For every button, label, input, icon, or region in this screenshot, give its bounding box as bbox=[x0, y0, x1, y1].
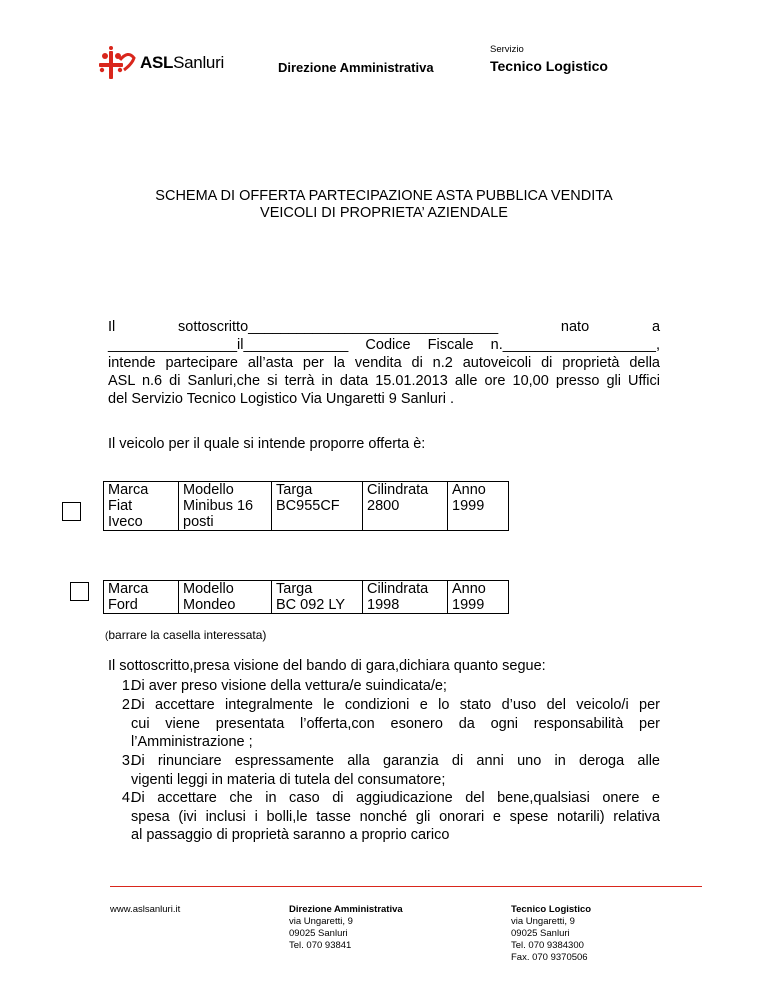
list-item bbox=[108, 752, 660, 789]
item-line: Di rinunciare espressamente alla garanzia di anni uno in deroga alle bbox=[131, 753, 660, 769]
header-anno: Anno bbox=[452, 581, 486, 597]
footer-tech-contact bbox=[511, 904, 591, 964]
item-line: Di accettare che in caso di aggiudicazione del bene,qualsiasi onere e bbox=[131, 790, 660, 806]
table-cell bbox=[179, 581, 272, 614]
header-service-label: Servizio bbox=[490, 44, 524, 55]
header-marca: Marca bbox=[108, 482, 149, 498]
table-cell bbox=[272, 482, 363, 531]
table-row bbox=[104, 581, 509, 614]
vehicle-table-2 bbox=[103, 580, 509, 614]
logo-wordmark bbox=[140, 53, 224, 73]
cell-anno: 1999 bbox=[452, 498, 485, 514]
footer-admin-city: 09025 Sanluri bbox=[289, 928, 348, 939]
item-line: Di aver preso visione della vettura/e suindicata/e; bbox=[131, 678, 447, 694]
item-number: 2. bbox=[121, 697, 134, 713]
paragraph-line-1d: a bbox=[651, 319, 661, 335]
logo-text-bold: ASL bbox=[140, 53, 174, 72]
footer-website-link[interactable]: www.aslsanluri.it bbox=[110, 904, 181, 915]
footer-admin-tel: Tel. 070 93841 bbox=[289, 940, 352, 951]
item-number: 1. bbox=[121, 678, 134, 694]
vehicle-table-1 bbox=[103, 481, 509, 531]
paragraph-line-5: del Servizio Tecnico Logistico Via Ungaretti 9 Sanluri . bbox=[108, 391, 455, 407]
table-cell bbox=[104, 482, 179, 531]
paragraph-line-2b: Codice Fiscale n.___________________, bbox=[365, 337, 660, 353]
table-cell bbox=[363, 581, 448, 614]
footer-tech-title: Tecnico Logistico bbox=[511, 904, 592, 915]
paragraph-line-4: ASL n.6 di Sanluri,che si terrà in data 15.01.2013 alle ore 10,00 presso gli Uffici bbox=[108, 373, 660, 389]
table-cell bbox=[179, 482, 272, 531]
header-targa: Targa bbox=[276, 482, 313, 498]
list-item bbox=[108, 696, 660, 752]
paragraph-line-2a: ________________il_____________ bbox=[108, 337, 349, 353]
list-item bbox=[108, 677, 660, 696]
item-line: spesa (ivi inclusi i bolli,le tasse nonché gli onorari e spese notarili) relativa bbox=[131, 808, 660, 825]
table-cell bbox=[363, 482, 448, 531]
paragraph-line-3: intende partecipare all’asta per la vendita di n.2 autoveicoli di proprietà della bbox=[108, 355, 660, 371]
footer-admin-address: via Ungaretti, 9 bbox=[289, 916, 353, 927]
note-paren: ( bbox=[105, 631, 109, 642]
cell-marca: Ford bbox=[108, 597, 138, 613]
cell-targa: BC955CF bbox=[276, 498, 340, 514]
item-line: al passaggio di proprietà saranno a proprio carico bbox=[131, 827, 450, 843]
cell-marca-1: Fiat bbox=[108, 498, 133, 514]
footer-tech-tel: Tel. 070 9384300 bbox=[511, 940, 584, 951]
paragraph-line-2 bbox=[108, 336, 660, 355]
header-targa: Targa bbox=[276, 581, 313, 597]
cell-targa: BC 092 LY bbox=[276, 597, 346, 613]
table-row bbox=[104, 482, 509, 531]
declaration-intro: Il sottoscritto,presa visione del bando di gara,dichiara quanto segue: bbox=[108, 658, 546, 674]
footer-divider bbox=[110, 886, 702, 887]
table-cell bbox=[104, 581, 179, 614]
header-marca: Marca bbox=[108, 581, 149, 597]
footer-admin-contact bbox=[289, 904, 403, 952]
vehicle-2-checkbox[interactable] bbox=[70, 582, 89, 601]
header-modello: Modello bbox=[183, 482, 234, 498]
header-cilindrata: Cilindrata bbox=[367, 482, 429, 498]
header-department: Direzione Amministrativa bbox=[278, 60, 434, 75]
paragraph-line-1 bbox=[108, 318, 660, 337]
footer-tech-city: 09025 Sanluri bbox=[511, 928, 570, 939]
vehicle-1-checkbox[interactable] bbox=[62, 502, 81, 521]
table-cell bbox=[448, 482, 509, 531]
cell-cilindrata: 2800 bbox=[367, 498, 400, 514]
note-text: barrare la casella interessata) bbox=[108, 628, 267, 642]
cell-modello-1: Minibus 16 bbox=[183, 498, 254, 514]
item-number: 4. bbox=[121, 790, 134, 806]
item-line: l’Amministrazione ; bbox=[131, 734, 253, 750]
footer-admin-title: Direzione Amministrativa bbox=[289, 904, 403, 915]
paragraph-line-1b: sottoscritto_______________________________ bbox=[178, 319, 499, 335]
list-item bbox=[108, 789, 660, 845]
item-number: 3. bbox=[121, 753, 134, 769]
header-cilindrata: Cilindrata bbox=[367, 581, 429, 597]
cell-cilindrata: 1998 bbox=[367, 597, 400, 613]
checkbox-note bbox=[105, 628, 266, 642]
logo-text-rest: Sanluri bbox=[173, 53, 224, 72]
title-line-2: VEICOLI DI PROPRIETA’ AZIENDALE bbox=[260, 205, 508, 221]
item-line: cui viene presentata l’offerta,con esonero da ogni responsabilità per bbox=[131, 715, 660, 732]
table-cell bbox=[272, 581, 363, 614]
cell-modello: Mondeo bbox=[183, 597, 236, 613]
header-modello: Modello bbox=[183, 581, 234, 597]
paragraph-line-1a: Il bbox=[108, 319, 116, 335]
footer-tech-address: via Ungaretti, 9 bbox=[511, 916, 575, 927]
document-title bbox=[0, 188, 768, 222]
paragraph-line-1c: nato bbox=[560, 319, 590, 335]
cell-modello-2: posti bbox=[183, 514, 214, 530]
header-anno: Anno bbox=[452, 482, 486, 498]
item-line: vigenti leggi in materia di tutela del consumatore; bbox=[131, 771, 446, 788]
item-line: Di accettare integralmente le condizioni e lo stato d’uso del veicolo/i per bbox=[131, 697, 660, 713]
vehicle-intro: Il veicolo per il quale si intende proporre offerta è: bbox=[108, 436, 426, 452]
header-service-name: Tecnico Logistico bbox=[490, 58, 608, 74]
table-cell bbox=[448, 581, 509, 614]
cell-marca-2: Iveco bbox=[108, 514, 143, 530]
footer-tech-fax: Fax. 070 9370506 bbox=[511, 952, 588, 963]
title-line-1: SCHEMA DI OFFERTA PARTECIPAZIONE ASTA PUBBLICA VENDITA bbox=[155, 188, 613, 204]
cell-anno: 1999 bbox=[452, 597, 485, 613]
